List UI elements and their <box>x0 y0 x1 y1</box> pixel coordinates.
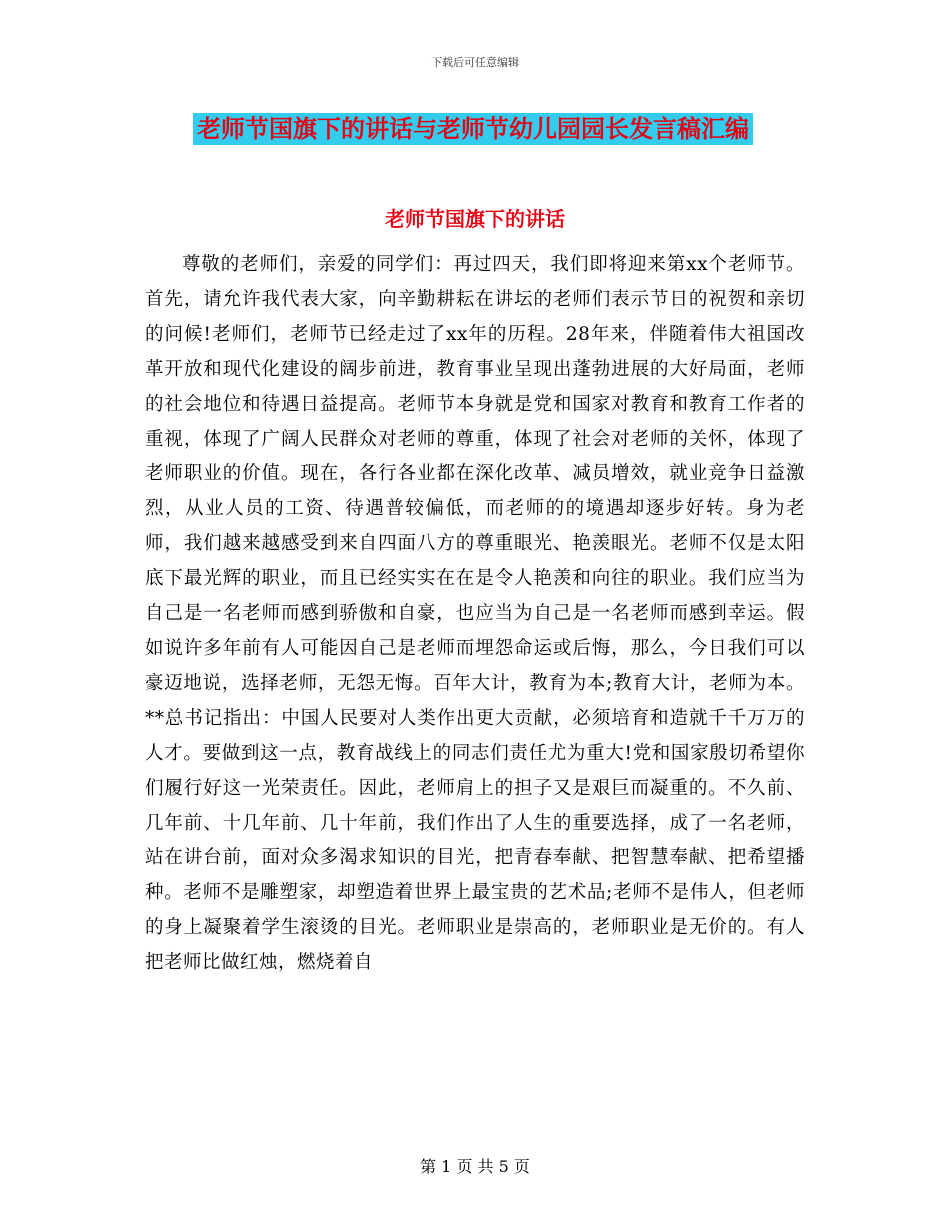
section-title: 老师节国旗下的讲话 <box>385 207 565 231</box>
body-paragraph: 尊敬的老师们，亲爱的同学们：再过四天，我们即将迎来第xx个老师节。首先，请允许我代表大家，向辛勤耕耘在讲坛的老师们表示节日的祝贺和亲切的问候!老师们，老师节已经走过了xx年的历程。28年来，伴随着伟大祖国改革开放和现代化建设的阔步前进，教育事业呈现出蓬勃进展的大好局面，老师的社会地位和待遇日益提高。老师节本身就是党和国家对教育和教育工作者的重视，体现了广阔人民群众对老师的尊重，体现了社会对老师的关怀，体现了老师职业的价值。现在，各行各业都在深化改革、减员增效，就业竞争日益激烈，从业人员的工资、待遇普较偏低，而老师的的境遇却逐步好转。身为老师，我们越来越感受到来自四面八方的尊重眼光、艳羡眼光。老师不仅是太阳底下最光辉的职业，而且已经实实在在是令人艳羡和向往的职业。我们应当为自己是一名老师而感到骄傲和自豪，也应当为自己是一名老师而感到幸运。假如说许多年前有人可能因自己是老师而埋怨命运或后悔，那么，今日我们可以豪迈地说，选择老师，无怨无悔。百年大计，教育为本;教育大计，老师为本。**总书记指出：中国人民要对人类作出更大贡献，必须培育和造就千千万万的人才。要做到这一点，教育战线上的同志们责任尤为重大!党和国家殷切希望你们履行好这一光荣责任。因此，老师肩上的担子又是艰巨而凝重的。不久前、几年前、十几年前、几十年前，我们作出了人生的重要选择，成了一名老师，站在讲台前，面对众多渴求知识的目光，把青春奉献、把智慧奉献、把希望播种。老师不是雕塑家，却塑造着世界上最宝贵的艺术品;老师不是伟人，但老师的身上凝聚着学生滚烫的目光。老师职业是崇高的，老师职业是无价的。有人把老师比做红烛，燃烧着自 <box>145 254 805 974</box>
document-title: 老师节国旗下的讲话与老师节幼儿园园长发言稿汇编 <box>193 113 753 145</box>
page-number-footer: 第 1 页 共 5 页 <box>420 1157 530 1176</box>
page-header-note: 下载后可任意编辑 <box>431 56 519 69</box>
